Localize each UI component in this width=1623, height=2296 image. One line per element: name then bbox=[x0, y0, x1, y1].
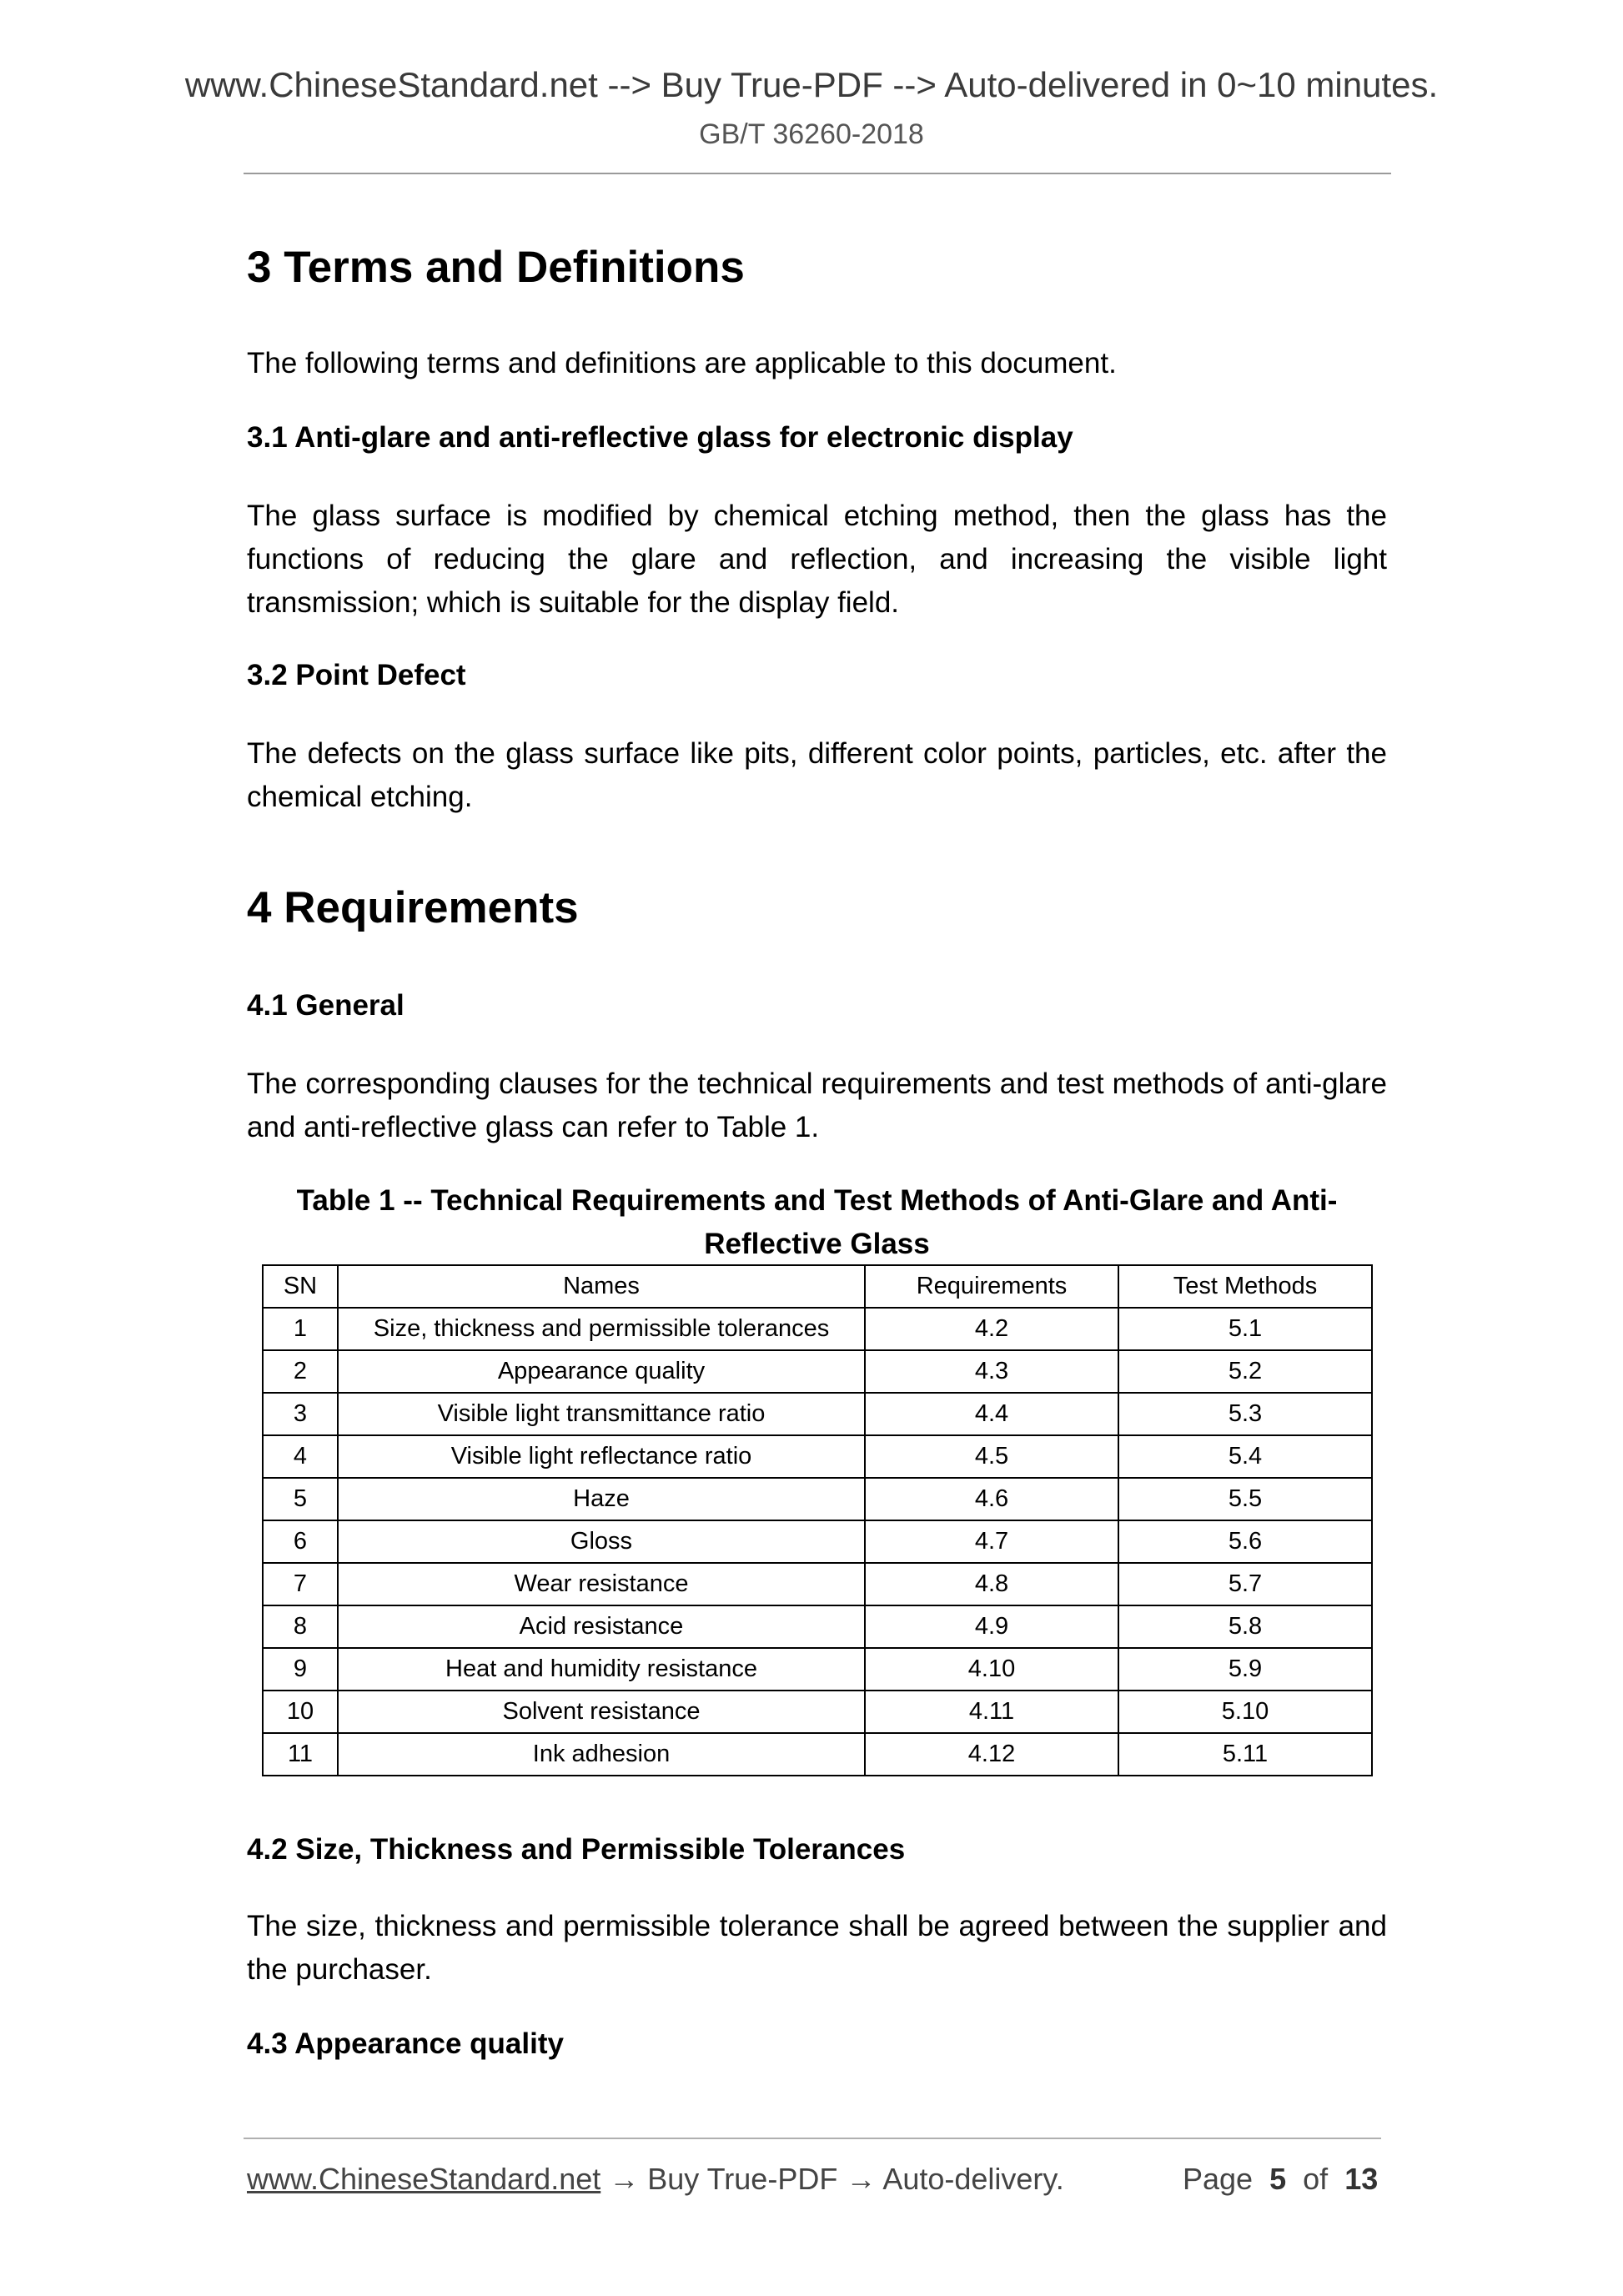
section-3-intro: The following terms and definitions are applicable to this document. bbox=[247, 347, 1117, 379]
cell-requirement: 4.6 bbox=[865, 1478, 1118, 1520]
cell-test-method: 5.3 bbox=[1118, 1393, 1372, 1435]
cell-sn: 3 bbox=[263, 1393, 338, 1435]
cell-name: Visible light reflectance ratio bbox=[338, 1435, 865, 1478]
table-row bbox=[263, 1563, 1372, 1605]
footer-divider bbox=[244, 2138, 1381, 2139]
section-4-1-body: The corresponding clauses for the technical requirements and test methods of anti-glare and anti-reflective glass can refer to Table 1. bbox=[247, 1068, 1387, 1143]
section-4-2-body: The size, thickness and permissible tolerance shall be agreed between the supplier and the purchaser. bbox=[247, 1910, 1387, 1986]
cell-name: Gloss bbox=[338, 1520, 865, 1563]
cell-requirement: 4.7 bbox=[865, 1520, 1118, 1563]
cell-name: Ink adhesion bbox=[338, 1733, 865, 1776]
table-row bbox=[263, 1605, 1372, 1648]
section-3-title: 3 Terms and Definitions bbox=[247, 243, 745, 292]
section-4-3-heading: 4.3 Appearance quality bbox=[247, 2027, 564, 2060]
page-label: Page bbox=[1183, 2162, 1254, 2196]
term-3-2-body: The defects on the glass surface like pits, different color points, particles, etc. after the chemical etching. bbox=[247, 737, 1387, 813]
header-divider bbox=[244, 173, 1391, 174]
cell-test-method: 5.10 bbox=[1118, 1691, 1372, 1733]
footer-tagline: → Buy True-PDF → Auto-delivery. bbox=[600, 2162, 1064, 2196]
cell-test-method: 5.7 bbox=[1118, 1563, 1372, 1605]
page-total: 13 bbox=[1344, 2162, 1379, 2196]
table-row bbox=[263, 1393, 1372, 1435]
cell-name: Size, thickness and permissible tolerances bbox=[338, 1308, 865, 1350]
cell-name: Appearance quality bbox=[338, 1350, 865, 1393]
term-3-2-heading: 3.2 Point Defect bbox=[247, 659, 466, 691]
cell-requirement: 4.2 bbox=[865, 1308, 1118, 1350]
table-row bbox=[263, 1520, 1372, 1563]
section-4-2-heading: 4.2 Size, Thickness and Permissible Tolerances bbox=[247, 1833, 906, 1866]
cell-requirement: 4.11 bbox=[865, 1691, 1118, 1733]
cell-sn: 6 bbox=[263, 1520, 338, 1563]
cell-requirement: 4.8 bbox=[865, 1563, 1118, 1605]
cell-requirement: 4.5 bbox=[865, 1435, 1118, 1478]
footer-site-link[interactable]: www.ChineseStandard.net bbox=[247, 2162, 601, 2196]
cell-name: Heat and humidity resistance bbox=[338, 1648, 865, 1691]
col-header-names: Names bbox=[338, 1265, 865, 1308]
cell-test-method: 5.2 bbox=[1118, 1350, 1372, 1393]
cell-test-method: 5.5 bbox=[1118, 1478, 1372, 1520]
cell-requirement: 4.10 bbox=[865, 1648, 1118, 1691]
term-3-1-body: The glass surface is modified by chemical etching method, then the glass has the functions of reducing the glare and reflection, and increasing the visible light transmission; which is suitable for the display field. bbox=[247, 500, 1387, 619]
header-banner: www.ChineseStandard.net --> Buy True-PDF --> Auto-delivered in 0~10 minutes. bbox=[184, 65, 1439, 104]
page-indicator bbox=[1183, 2162, 1378, 2197]
cell-test-method: 5.8 bbox=[1118, 1605, 1372, 1648]
cell-name: Solvent resistance bbox=[338, 1691, 865, 1733]
table-row bbox=[263, 1435, 1372, 1478]
cell-test-method: 5.4 bbox=[1118, 1435, 1372, 1478]
cell-test-method: 5.6 bbox=[1118, 1520, 1372, 1563]
table-row bbox=[263, 1308, 1372, 1350]
term-3-1-heading: 3.1 Anti-glare and anti-reflective glass for electronic display bbox=[247, 421, 1073, 454]
footer-promo bbox=[247, 2162, 1064, 2197]
section-4-1-heading: 4.1 General bbox=[247, 989, 404, 1022]
table-row bbox=[263, 1733, 1372, 1776]
cell-sn: 2 bbox=[263, 1350, 338, 1393]
table-row bbox=[263, 1648, 1372, 1691]
table-row bbox=[263, 1350, 1372, 1393]
cell-test-method: 5.11 bbox=[1118, 1733, 1372, 1776]
table-row bbox=[263, 1691, 1372, 1733]
cell-requirement: 4.9 bbox=[865, 1605, 1118, 1648]
col-header-sn: SN bbox=[263, 1265, 338, 1308]
cell-sn: 11 bbox=[263, 1733, 338, 1776]
section-4-title: 4 Requirements bbox=[247, 883, 579, 932]
cell-sn: 5 bbox=[263, 1478, 338, 1520]
table-header-row bbox=[263, 1265, 1372, 1308]
cell-sn: 10 bbox=[263, 1691, 338, 1733]
cell-sn: 1 bbox=[263, 1308, 338, 1350]
table-1-caption bbox=[239, 1179, 1395, 1266]
page-of: of bbox=[1303, 2162, 1329, 2196]
table-1-caption-line2: Reflective Glass bbox=[704, 1228, 930, 1260]
cell-sn: 9 bbox=[263, 1648, 338, 1691]
cell-name: Haze bbox=[338, 1478, 865, 1520]
cell-requirement: 4.12 bbox=[865, 1733, 1118, 1776]
col-header-test-methods: Test Methods bbox=[1118, 1265, 1372, 1308]
cell-requirement: 4.3 bbox=[865, 1350, 1118, 1393]
page-current: 5 bbox=[1269, 2162, 1287, 2196]
requirements-table bbox=[262, 1264, 1373, 1776]
table-1-caption-line1: Table 1 -- Technical Requirements and Test Methods of Anti-Glare and Anti- bbox=[296, 1184, 1338, 1217]
cell-name: Visible light transmittance ratio bbox=[338, 1393, 865, 1435]
standard-code: GB/T 36260-2018 bbox=[699, 118, 924, 150]
cell-sn: 7 bbox=[263, 1563, 338, 1605]
cell-test-method: 5.9 bbox=[1118, 1648, 1372, 1691]
col-header-requirements: Requirements bbox=[865, 1265, 1118, 1308]
cell-sn: 4 bbox=[263, 1435, 338, 1478]
cell-sn: 8 bbox=[263, 1605, 338, 1648]
cell-name: Wear resistance bbox=[338, 1563, 865, 1605]
cell-name: Acid resistance bbox=[338, 1605, 865, 1648]
cell-requirement: 4.4 bbox=[865, 1393, 1118, 1435]
cell-test-method: 5.1 bbox=[1118, 1308, 1372, 1350]
table-row bbox=[263, 1478, 1372, 1520]
